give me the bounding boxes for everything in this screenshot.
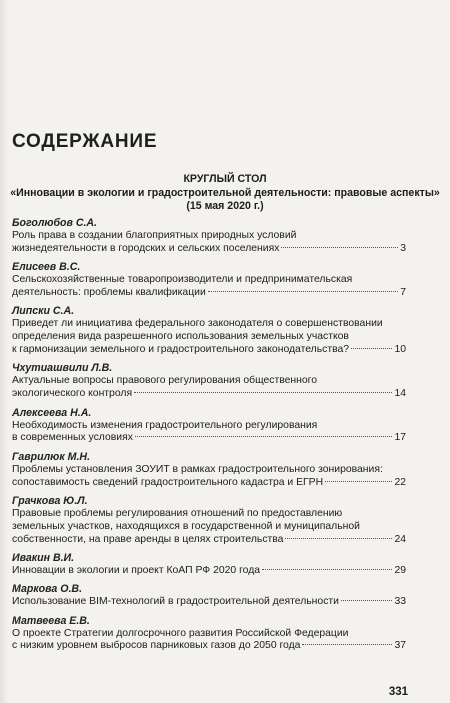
dot-leader [325, 481, 392, 482]
entry-title-last-line [12, 243, 406, 256]
dot-leader [134, 392, 392, 393]
contents-heading: СОДЕРЖАНИЕ [12, 131, 158, 152]
entry-title-last-line [12, 640, 406, 653]
entry-title-line: Правовые проблемы регулирования отношений по предоставлению [12, 507, 343, 519]
entry-title-line: собственности, на праве аренды в целях строительства [12, 533, 284, 545]
event-date: (15 мая 2020 г.) [186, 200, 264, 213]
dot-leader [351, 348, 392, 349]
entry-title-line: Приведет ли инициатива федерального законодателя о совершенствовании [12, 318, 383, 330]
event-label: КРУГЛЫЙ СТОЛ [183, 173, 267, 185]
entry-title-last-line [12, 432, 406, 445]
entry-author: Маркова О.В. [12, 583, 83, 596]
dot-leader [135, 436, 393, 437]
entry-author: Алексеева Н.А. [12, 406, 92, 419]
toc-entry[interactable] [12, 552, 406, 578]
entry-page-number[interactable]: 22 [394, 476, 406, 488]
entry-title-line: жизнедеятельности в городских и сельских поселениях [12, 242, 280, 254]
entry-title-last-line [12, 565, 406, 578]
entry-page-number[interactable]: 3 [400, 242, 406, 254]
entry-title-last-line [12, 596, 406, 609]
entry-author: Ивакин В.И. [12, 551, 75, 564]
entry-title-last-line [12, 287, 406, 300]
toc-entry[interactable] [12, 261, 406, 300]
toc-entry[interactable] [12, 451, 406, 490]
entry-title-line: экологического контроля [12, 388, 133, 400]
toc-entry[interactable] [12, 362, 406, 401]
entry-page-number[interactable]: 10 [394, 343, 406, 355]
toc-entry[interactable] [12, 407, 406, 446]
entry-author: Чхутиашвили Л.В. [12, 362, 113, 375]
toc-entry[interactable] [12, 583, 406, 609]
entry-page-number[interactable]: 37 [394, 640, 406, 652]
toc-entry[interactable] [12, 305, 406, 356]
entry-title-line: деятельность: проблемы квалификации [12, 286, 206, 298]
entry-page-number[interactable]: 24 [394, 533, 406, 545]
dot-leader [285, 538, 392, 539]
entry-title-line: Роль права в создании благоприятных природных условий [12, 230, 297, 241]
entry-author: Боголюбов С.А. [12, 217, 98, 229]
entry-title-line: сопоставимость сведений градостроительного кадастра и ЕГРН [12, 476, 324, 488]
entry-title-line: с низким уровнем выбросов парниковых газов до 2050 года [12, 640, 301, 652]
entry-title-line: Актуальные вопросы правового регулирования общественного [12, 375, 318, 387]
toc-entry[interactable] [12, 615, 406, 654]
entry-title-last-line [12, 344, 406, 357]
entry-title-line: О проекте Стратегии долгосрочного развития Российской Федерации [12, 627, 349, 639]
table-of-contents [12, 217, 406, 659]
toc-entry[interactable] [12, 495, 406, 546]
entry-page-number[interactable]: 17 [394, 432, 406, 444]
toc-entry[interactable] [12, 217, 406, 256]
event-title: «Инновации в экологии и градостроительной деятельности: правовые аспекты» [10, 186, 440, 199]
entry-author: Гаврилюк М.Н. [12, 450, 91, 463]
entry-title-last-line [12, 388, 406, 401]
entry-title-line: определения вида разрешенного использования земельных участков [12, 331, 349, 343]
entry-title-line: в современных условиях [12, 432, 133, 444]
dot-leader [302, 644, 392, 645]
entry-title-last-line [12, 534, 406, 547]
dot-leader [341, 600, 392, 601]
entry-author: Грачкова Ю.Л. [12, 494, 88, 507]
entry-author: Елисеев В.С. [12, 261, 81, 274]
entry-title-line: Необходимость изменения градостроительного регулирования [12, 419, 318, 431]
entry-author: Матвеева Е.В. [12, 614, 90, 627]
entry-page-number[interactable]: 33 [394, 596, 406, 608]
dot-leader [208, 291, 398, 292]
entry-title-line: Использование BIM-технологий в градостроительной деятельности [12, 596, 339, 608]
page-number: 331 [388, 686, 408, 698]
dot-leader [262, 569, 392, 570]
page-gutter-shadow [0, 0, 8, 703]
entry-page-number[interactable]: 7 [400, 286, 406, 298]
entry-title-line: Сельскохозяйственные товаропроизводители и предпринимательская [12, 274, 353, 286]
dot-leader [281, 247, 398, 248]
entry-title-line: Инновации в экологии и проект КоАП РФ 2020 года [12, 564, 261, 576]
entry-page-number[interactable]: 14 [394, 388, 406, 400]
round-table-header [0, 173, 450, 214]
entry-author: Липски С.А. [12, 305, 75, 318]
entry-title-last-line [12, 477, 406, 490]
entry-title-line: земельных участков, находящихся в государственной и муниципальной [12, 520, 360, 532]
entry-title-line: к гармонизации земельного и градостроительного законодательства? [12, 343, 350, 355]
entry-page-number[interactable]: 29 [394, 564, 406, 576]
entry-title-line: Проблемы установления ЗОУИТ в рамках градостроительного зонирования: [12, 463, 383, 475]
